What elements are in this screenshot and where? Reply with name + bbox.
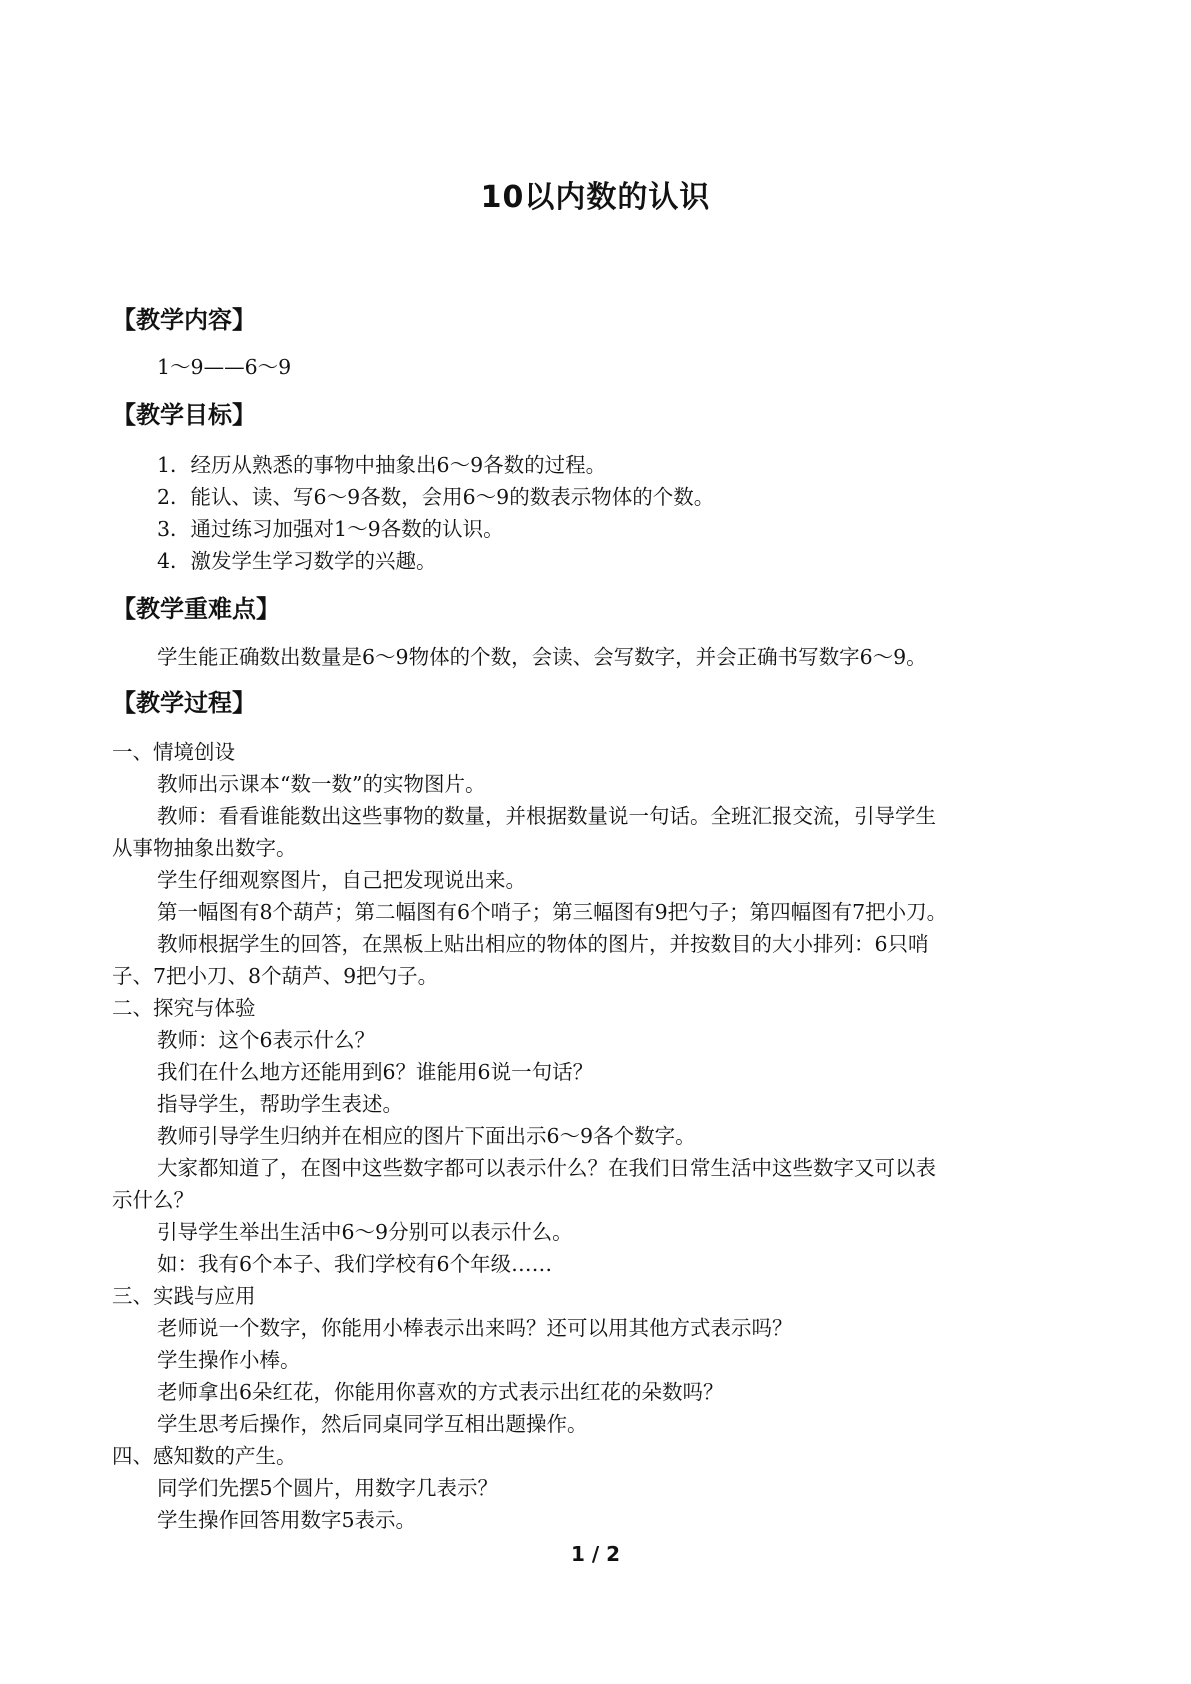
process-section-heading: 四、感知数的产生。 — [112, 1444, 297, 1468]
process-line: 教师引导学生归纳并在相应的图片下面出示6～9各个数字。 — [157, 1124, 696, 1148]
process-line: 第一幅图有8个葫芦；第二幅图有6个哨子；第三幅图有9把勺子；第四幅图有7把小刀。 — [157, 900, 948, 924]
process-line: 学生操作回答用数字5表示。 — [157, 1508, 417, 1532]
process-line: 子、7把小刀、8个葫芦、9把勺子。 — [112, 964, 439, 988]
process-line: 如：我有6个本子、我们学校有6个年级…… — [157, 1252, 553, 1276]
process-section-heading: 三、实践与应用 — [112, 1284, 256, 1308]
process-line: 大家都知道了，在图中这些数字都可以表示什么？在我们日常生活中这些数字又可以表 — [157, 1156, 936, 1180]
process-line: 学生操作小棒。 — [157, 1348, 301, 1372]
teaching-content-text: 1～9——6～9 — [157, 355, 292, 379]
process-line: 从事物抽象出数字。 — [112, 836, 297, 860]
process-line: 学生仔细观察图片，自己把发现说出来。 — [157, 868, 526, 892]
page-title: 10以内数的认识 — [480, 180, 711, 215]
process-line: 指导学生，帮助学生表述。 — [157, 1092, 403, 1116]
heading-teaching-content: 【教学内容】 — [112, 306, 256, 334]
goal-item: 3．通过练习加强对1～9各数的认识。 — [157, 517, 504, 541]
page-number: 1 / 2 — [570, 1542, 621, 1566]
heading-key-points: 【教学重难点】 — [112, 595, 280, 623]
process-line: 教师出示课本“数一数”的实物图片。 — [157, 772, 486, 796]
heading-teaching-goals: 【教学目标】 — [112, 401, 256, 429]
process-section-heading: 一、情境创设 — [112, 740, 235, 764]
process-line: 我们在什么地方还能用到6？谁能用6说一句话？ — [157, 1060, 594, 1084]
goal-item: 4．激发学生学习数学的兴趣。 — [157, 549, 437, 573]
process-line: 教师：看看谁能数出这些事物的数量，并根据数量说一句话。全班汇报交流，引导学生 — [157, 804, 936, 828]
process-line: 老师拿出6朵红花，你能用你喜欢的方式表示出红花的朵数吗？ — [157, 1380, 724, 1404]
goal-item: 1．经历从熟悉的事物中抽象出6～9各数的过程。 — [157, 453, 607, 477]
process-line: 教师：这个6表示什么？ — [157, 1028, 376, 1052]
process-line: 引导学生举出生活中6～9分别可以表示什么。 — [157, 1220, 573, 1244]
process-line: 示什么？ — [112, 1188, 194, 1212]
process-line: 老师说一个数字，你能用小棒表示出来吗？还可以用其他方式表示吗？ — [157, 1316, 793, 1340]
heading-teaching-process: 【教学过程】 — [112, 689, 256, 717]
process-line: 教师根据学生的回答，在黑板上贴出相应的物体的图片，并按数目的大小排列：6只哨 — [157, 932, 929, 956]
goal-item: 2．能认、读、写6～9各数，会用6～9的数表示物体的个数。 — [157, 485, 715, 509]
key-points-text: 学生能正确数出数量是6～9物体的个数，会读、会写数字，并会正确书写数字6～9。 — [157, 645, 927, 669]
process-section-heading: 二、探究与体验 — [112, 996, 256, 1020]
process-line: 同学们先摆5个圆片，用数字几表示？ — [157, 1476, 499, 1500]
process-line: 学生思考后操作，然后同桌同学互相出题操作。 — [157, 1412, 588, 1436]
